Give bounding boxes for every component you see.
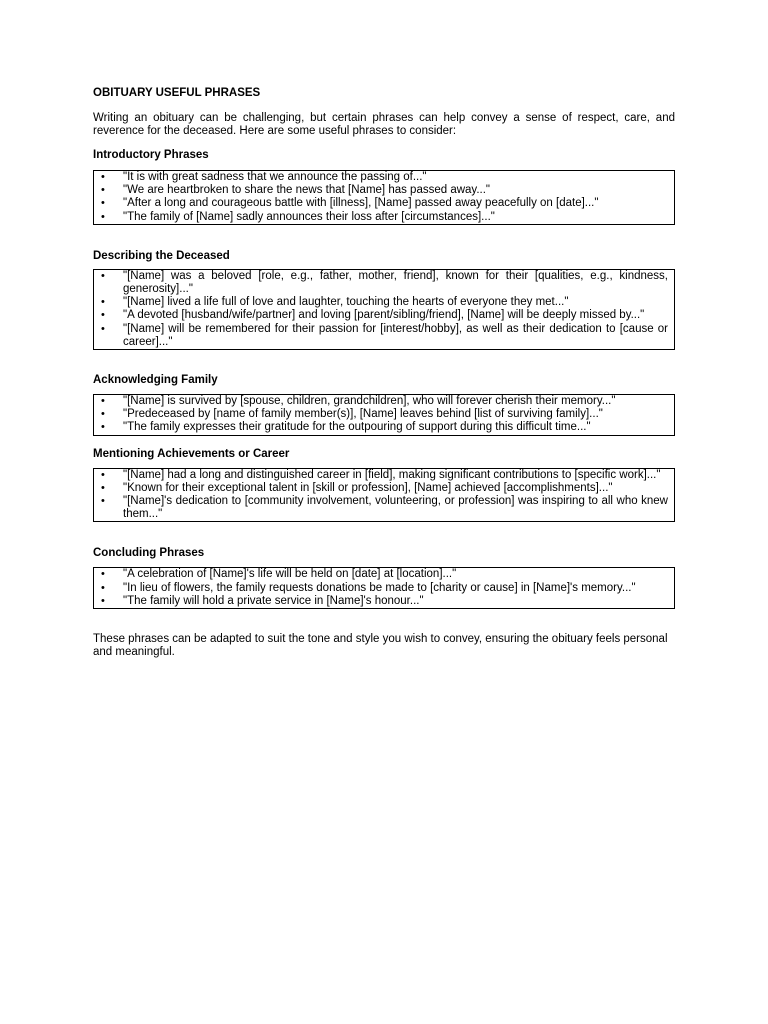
list-item xyxy=(94,469,668,482)
intro-paragraph: Writing an obituary can be challenging, but certain phrases can help convey a sense of respect, care, and reverence for the deceased. Here are some useful phrases to consider: xyxy=(93,112,675,137)
bullet-icon: • xyxy=(101,421,105,434)
list-item xyxy=(94,482,668,495)
bullet-icon: • xyxy=(101,495,105,508)
bullet-icon: • xyxy=(101,269,105,282)
section-heading-describing: Describing the Deceased xyxy=(93,249,230,262)
phrase-text: "After a long and courageous battle with [illness], [Name] passed away peacefully on [date]..." xyxy=(123,197,599,210)
bullet-icon: • xyxy=(101,184,105,197)
phrase-list xyxy=(94,395,668,435)
phrase-text: "[Name] lived a life full of love and laughter, touching the hearts of everyone they met..." xyxy=(123,296,569,309)
list-item xyxy=(94,495,668,521)
phrase-list xyxy=(94,469,668,522)
bullet-icon: • xyxy=(101,594,105,607)
list-item xyxy=(94,395,668,408)
bullet-icon: • xyxy=(101,395,105,408)
phrase-list xyxy=(94,171,668,224)
list-item xyxy=(94,270,668,296)
phrase-box-concluding xyxy=(93,567,675,609)
phrase-text: "Predeceased by [name of family member(s)], [Name] leaves behind [list of surviving family]..." xyxy=(123,408,603,421)
phrase-text: "[Name] had a long and distinguished career in [field], making significant contributions to [specific work]..." xyxy=(123,468,661,481)
list-item xyxy=(94,421,668,434)
document-page xyxy=(93,86,675,658)
section-heading-achievements: Mentioning Achievements or Career xyxy=(93,447,290,460)
bullet-icon: • xyxy=(101,408,105,421)
bullet-icon: • xyxy=(101,322,105,335)
section-heading-introductory: Introductory Phrases xyxy=(93,149,209,161)
phrase-text: "[Name] was a beloved [role, e.g., father, mother, friend], known for their [qualities, e.g., kindness, generosity]..." xyxy=(123,269,668,296)
bullet-icon: • xyxy=(101,197,105,210)
phrase-text: "It is with great sadness that we announce the passing of..." xyxy=(123,171,427,183)
list-item xyxy=(94,408,668,421)
list-item xyxy=(94,184,668,197)
phrase-text: "A celebration of [Name]'s life will be held on [date] at [location]..." xyxy=(123,568,457,581)
list-item xyxy=(94,568,668,581)
document-title: OBITUARY USEFUL PHRASES xyxy=(93,87,261,99)
phrase-text: "In lieu of flowers, the family requests donations be made to [charity or cause] in [Name]'s memory..." xyxy=(123,581,636,594)
phrase-box-family xyxy=(93,394,675,436)
phrase-text: "Known for their exceptional talent in [skill or profession], [Name] achieved [accomplishments]..." xyxy=(123,481,613,494)
list-item xyxy=(94,197,668,210)
phrase-text: "The family expresses their gratitude for the outpouring of support during this difficult time..." xyxy=(123,421,591,434)
list-item xyxy=(94,595,668,608)
closing-paragraph: These phrases can be adapted to suit the tone and style you wish to convey, ensuring the obituary feels personal and meaningful. xyxy=(93,633,668,658)
bullet-icon: • xyxy=(101,210,105,223)
bullet-icon: • xyxy=(101,296,105,309)
phrase-text: "The family will hold a private service in [Name]'s honour..." xyxy=(123,594,424,607)
phrase-list xyxy=(94,270,668,349)
phrase-box-introductory xyxy=(93,170,675,225)
phrase-text: "A devoted [husband/wife/partner] and loving [parent/sibling/friend], [Name] will be deeply missed by..." xyxy=(123,309,645,322)
list-item xyxy=(94,323,668,349)
phrase-list xyxy=(94,568,668,608)
phrase-box-achievements xyxy=(93,468,675,523)
section-heading-concluding: Concluding Phrases xyxy=(93,547,205,560)
phrase-text: "[Name] will be remembered for their passion for [interest/hobby], as well as their dedication to [cause or career]..." xyxy=(123,322,668,348)
phrase-box-describing xyxy=(93,269,675,350)
list-item xyxy=(94,211,668,224)
phrase-text: "We are heartbroken to share the news that [Name] has passed away..." xyxy=(123,184,490,197)
phrase-text: "[Name]'s dedication to [community involvement, volunteering, or profession] was inspiring to all who knew them..." xyxy=(123,495,668,521)
phrase-text: "The family of [Name] sadly announces their loss after [circumstances]..." xyxy=(123,210,495,223)
list-item xyxy=(94,582,668,595)
bullet-icon: • xyxy=(101,468,105,481)
phrase-text: "[Name] is survived by [spouse, children, grandchildren], who will forever cherish their memory..." xyxy=(123,395,616,408)
bullet-icon: • xyxy=(101,568,105,581)
bullet-icon: • xyxy=(101,581,105,594)
section-heading-family: Acknowledging Family xyxy=(93,374,218,387)
list-item xyxy=(94,309,668,322)
bullet-icon: • xyxy=(101,481,105,494)
bullet-icon: • xyxy=(101,309,105,322)
list-item xyxy=(94,296,668,309)
list-item xyxy=(94,171,668,184)
bullet-icon: • xyxy=(101,171,105,183)
